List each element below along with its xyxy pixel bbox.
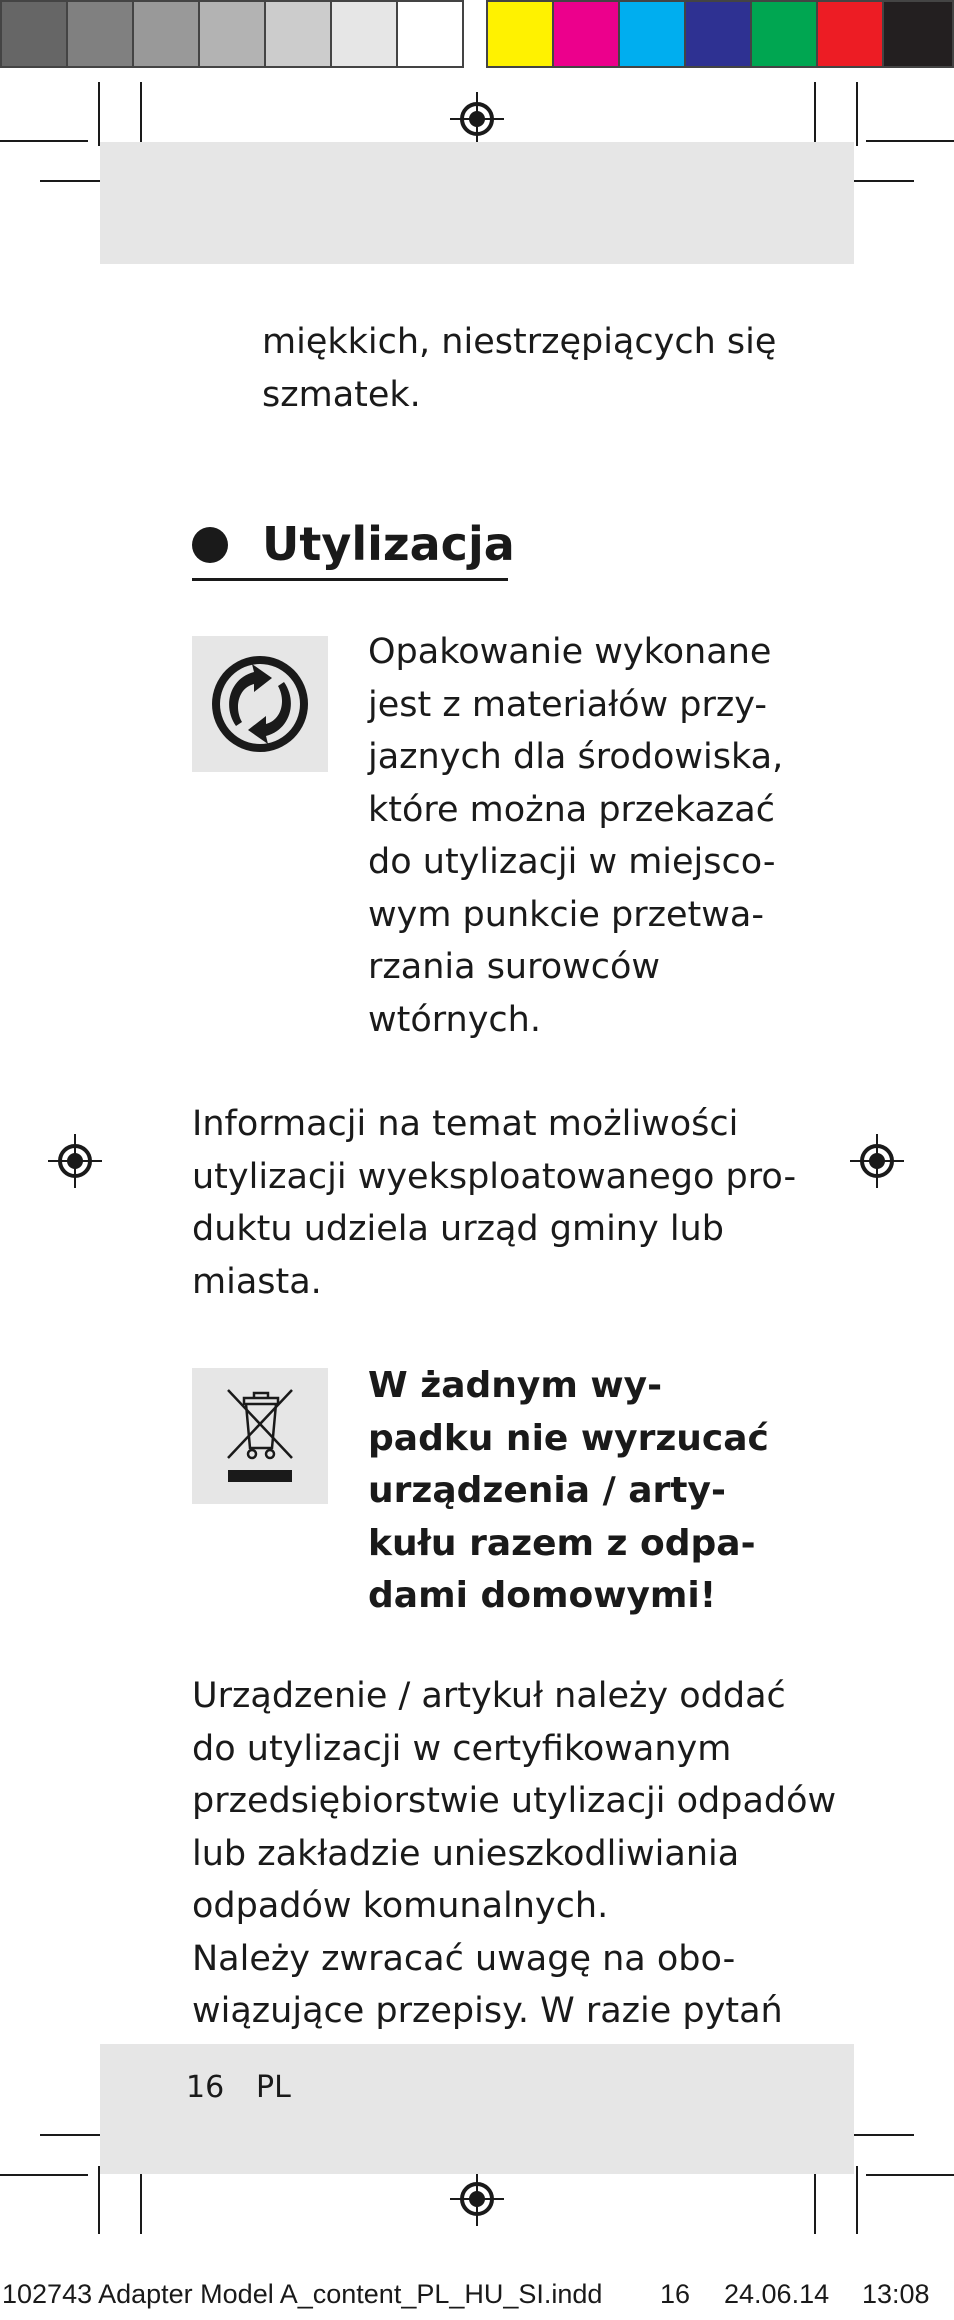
weee-icon-box bbox=[192, 1368, 328, 1504]
registration-target-icon bbox=[450, 2172, 504, 2226]
swatch-gray-1 bbox=[0, 0, 68, 68]
text-line: wtórnych. bbox=[368, 999, 541, 1040]
text-line: miękkich, niestrzępiących się bbox=[262, 322, 777, 362]
crop-mark bbox=[856, 82, 858, 146]
swatch-red bbox=[816, 0, 884, 68]
crop-mark bbox=[856, 2166, 858, 2234]
section-heading: Utylizacja bbox=[262, 517, 515, 571]
slug-date: 24.06.14 bbox=[724, 2279, 830, 2309]
swatch-gray-4 bbox=[198, 0, 266, 68]
text-line: utylizacji wyeksploatowanego pro- bbox=[192, 1156, 797, 1197]
intro-paragraph bbox=[262, 316, 776, 421]
crop-mark bbox=[98, 2166, 100, 2234]
disposal-paragraph bbox=[192, 1670, 836, 2038]
text-line: wym punkcie przetwa- bbox=[368, 894, 764, 935]
text-line: Należy zwracać uwagę na obo- bbox=[192, 1938, 736, 1979]
text-line: odpadów komunalnych. bbox=[192, 1886, 609, 1926]
color-calibration-bar bbox=[0, 0, 954, 70]
crossed-out-wheelie-bin-icon bbox=[192, 1368, 328, 1504]
swatch-yellow bbox=[486, 0, 554, 68]
swatch-white bbox=[396, 0, 464, 68]
info-paragraph bbox=[192, 1098, 796, 1308]
crop-mark bbox=[866, 140, 954, 142]
warning-paragraph bbox=[368, 1360, 769, 1623]
text-line: duktu udziela urząd gminy lub bbox=[192, 1209, 724, 1249]
text-line: które można przekazać bbox=[368, 789, 775, 830]
green-dot-recycling-icon bbox=[192, 636, 328, 772]
text-line: miasta. bbox=[192, 1261, 322, 1302]
swatch-gray-5 bbox=[264, 0, 332, 68]
swatch-gray-3 bbox=[132, 0, 200, 68]
slug-filename: 102743 Adapter Model A_content_PL_HU_SI.indd bbox=[2, 2279, 603, 2309]
text-line: szmatek. bbox=[262, 374, 421, 415]
recycle-icon-box bbox=[192, 636, 328, 772]
packaging-paragraph bbox=[368, 626, 783, 1046]
registration-target-icon bbox=[48, 1134, 102, 1188]
slug-page: 16 bbox=[660, 2279, 691, 2309]
text-line: do utylizacji w miejsco- bbox=[368, 842, 776, 882]
language-code: PL bbox=[256, 2070, 291, 2105]
text-line: urządzenia / arty- bbox=[368, 1470, 726, 1511]
text-line: W żadnym wy- bbox=[368, 1365, 663, 1406]
heading-underline bbox=[192, 578, 508, 581]
text-line: padku nie wyrzucać bbox=[368, 1417, 769, 1459]
text-line: kułu razem z odpa- bbox=[368, 1522, 756, 1564]
footer-panel bbox=[100, 2044, 854, 2174]
swatch-magenta bbox=[552, 0, 620, 68]
swatch-gray-2 bbox=[66, 0, 134, 68]
header-panel bbox=[100, 142, 854, 264]
registration-target-icon bbox=[450, 92, 504, 146]
page-number: 16 bbox=[186, 2070, 225, 2105]
slug-time: 13:08 bbox=[862, 2279, 930, 2309]
text-line: Informacji na temat możliwości bbox=[192, 1104, 739, 1144]
text-line: jaznych dla środowiska, bbox=[368, 737, 784, 777]
text-line: Opakowanie wykonane bbox=[368, 632, 772, 672]
text-line: wiązujące przepisy. W razie pytań bbox=[192, 1991, 783, 2031]
text-line: lub zakładzie unieszkodliwiania bbox=[192, 1833, 740, 1874]
text-line: przedsiębiorstwie utylizacji odpadów bbox=[192, 1781, 837, 1821]
swatch-cyan bbox=[618, 0, 686, 68]
text-line: do utylizacji w certyfikowanym bbox=[192, 1728, 732, 1769]
text-line: dami domowymi! bbox=[368, 1575, 717, 1616]
swatch-green bbox=[750, 0, 818, 68]
registration-target-icon bbox=[850, 1134, 904, 1188]
text-line: Urządzenie / artykuł należy oddać bbox=[192, 1676, 786, 1716]
text-line: rzania surowców bbox=[368, 947, 661, 987]
swatch-blue bbox=[684, 0, 752, 68]
crop-mark bbox=[866, 2174, 954, 2176]
swatch-gray-6 bbox=[330, 0, 398, 68]
crop-mark bbox=[0, 2174, 88, 2176]
text-line: jest z materiałów przy- bbox=[368, 684, 768, 725]
heading-bullet bbox=[192, 527, 228, 563]
crop-mark bbox=[98, 82, 100, 146]
crop-mark bbox=[0, 140, 88, 142]
swatch-black bbox=[882, 0, 954, 68]
